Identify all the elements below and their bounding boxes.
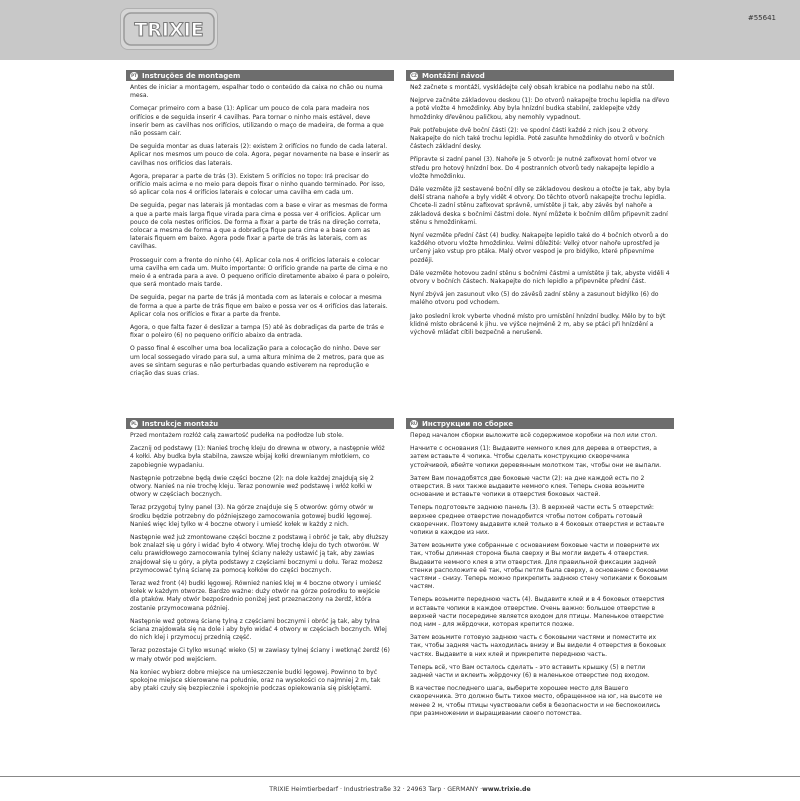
paragraph: Przed montażem rozłóż całą zawartość pudełka na podłodze lub stole.	[130, 432, 344, 439]
paragraph: Nejprve začněte základovou deskou (1): Do otvorů nakapejte trochu lepidla na dřevo a poté vložte 4 hmoždinky. Aby byla hnízdní budka stabilní, zaklepejte vždy hmoždinky dřevěnou paličkou, aby nemohly vypadnout.	[410, 97, 670, 121]
section-body-cz	[406, 81, 674, 337]
paragraph: Dále vezměte hotovou zadní stěnu s bočními částmi a umístěte ji tak, abyste viděli 4 otvory v bočních částech. Nakapejte do nich lepidlo a připevněte přední část.	[410, 269, 670, 286]
flag-ru-icon: RU	[410, 420, 418, 426]
paragraph: Теперь возьмите переднюю часть (4). Выдавите клей и в 4 боковых отверстия и вставьте чопики в каждое отверстие. Очень важно: большое отверстие в верхней части посередине является входом для птицы. Маленькое отверстие под ним - для жёрдочки, которая крепится позже.	[410, 596, 665, 629]
paragraph: Připravte si zadní panel (3). Nahoře je 5 otvorů: Je nutné zafixovat horní otvor ve středu pro hotový hnízdní box. Do 4 postranních otvorů tedy nakapejte lepidlo a vložte hmoždinku.	[410, 156, 657, 180]
paragraph: Перед началом сборки выложите всё содержимое коробки на пол или стол.	[410, 432, 658, 439]
paragraph: Теперь подготовьте заднюю панель (3). В верхней части есть 5 отверстий: верхнее среднее отверстие понадобится чтобы потом собрать готовый скворечник. Поэтому выдавите клей только в 4 боковых отверстия и вставьте чопики в каждое из них.	[410, 504, 665, 537]
section-title: Instrukcje montażu	[142, 419, 219, 428]
paragraph: Następnie weź gotową ścianę tylną z częściami bocznymi i obróć ją tak, aby tylna ściana znajdowała się na dole i aby było widać 4 otwory w częściach bocznych. Wlej do nich klej i przymocuj przednią część.	[130, 617, 387, 642]
paragraph: Agora, o que falta fazer é deslizar a tampa (5) até às dobradiças da parte de trás e fixar o poleiro (6) no pequeno orifício abaixo da entrada.	[130, 324, 384, 340]
paragraph: Antes de iniciar a montagem, espalhar todo o conteúdo da caixa no chão ou numa mesa.	[130, 84, 383, 100]
section-title: Instruções de montagem	[142, 71, 241, 80]
paragraph: В качестве последнего шага, выберите хорошее место для Вашего скворечника. Это должно быть тихое место, обращенное на юг, на высоте не менее 2 м, чтобы птицы чувствовали себя в безопасности и не беспокоились при размножении и выращивании своего потомства.	[410, 685, 663, 717]
paragraph: Na koniec wybierz dobre miejsce na umieszczenie budki lęgowej. Powinno to być spokojne miejsce skierowane na południe, oraz na wysokości co najmniej 2 m, tak aby ptaki czuły się bezpiecznie i spokojnie podczas opiekowania się pisklętami.	[130, 668, 381, 693]
section-header-cz	[406, 70, 674, 81]
paragraph: Prosseguir com a frente do ninho (4). Aplicar cola nos 4 orifícios laterais e colocar uma cavilha em cada um. Muito importante: O orifício grande na parte de cima e no meio é a entrada para a ave. O pequeno orifício diretamente abaixo é para o poleiro, que será montado mais tarde.	[130, 256, 390, 289]
paragraph: Zacznij od podstawy (1): Nanieś trochę kleju do drewna w otwory, a następnie włóż 4 kołki. Aby budka była stabilna, zawsze wbijaj kołki drewnianym młotkiem, co zapobiegnie wypadaniu.	[130, 445, 385, 469]
paragraph: Než začnete s montáží, vyskládejte celý obsah krabice na podlahu nebo na stůl.	[410, 84, 655, 91]
section-title: Montážní návod	[422, 71, 485, 80]
footer-url-link[interactable]: www.trixie.de	[482, 785, 531, 793]
paragraph: Pak potřebujete dvě boční části (2): ve spodní části každé z nich jsou 2 otvory. Nakapejte do nich také trochu lepidla. Poté zasuňte hmoždinky do otvorů v bočních částech základní desky.	[410, 126, 665, 151]
footer	[0, 776, 800, 801]
paragraph: O passo final é escolher uma boa localização para a colocação do ninho. Deve ser um local sossegado virado para sul, a uma altura mínima de 2 metros, para que as aves se sintam seguras e não perturbadas quando estiverem na reprodução e criação das suas crias.	[130, 345, 384, 378]
flag-pl-icon: PL	[131, 420, 137, 426]
section-body-pl	[126, 429, 394, 693]
flag-cz-icon: CZ	[411, 72, 417, 78]
flag-pt-icon: PT	[131, 72, 137, 78]
paragraph: Następnie potrzebne będą dwie części boczne (2): na dole każdej znajdują się 2 otwory. Nanieś na nie trochę kleju. Teraz ponownie weź podstawę i włóż kołki w otwory w częściach bocznych.	[130, 474, 374, 499]
section-header-pl	[126, 418, 394, 429]
paragraph: Nyní vezměte přední část (4) budky. Nakapejte lepidlo také do 4 bočních otvorů a do každého otvoru vložte hmoždinku. Velmi důležité: Velký otvor nahoře uprostřed je určený jako vstup pro ptáka. Malý otvor vespod je pro bidýlko, které připevníme později.	[410, 232, 669, 264]
paragraph: Dále vezměte již sestavené boční díly se základovou deskou a otočte je tak, aby byla delší strana nahoře a byly vidět 4 otvory. Do těchto otvorů nakapejte trochu lepidla. Chcete-li zadní stěnu zafixovat správně, umístěte ji tak, aby závěs byl nahoře a základová deska s bočními částmi dole. Nyní můžete k bočním dílům připevnit zadní stěnu s hmoždinkami.	[410, 186, 671, 226]
paragraph: Затем возьмите уже собранные с основанием боковые части и поверните их так, чтобы длинная сторона была сверху и Вы могли видеть 4 отверстия. Выдавите немного клея в эти отверстия. Для правильной фиксации задней стенки расположите её так, чтобы петля была сверху, а основание с боковыми частями - снизу. Теперь можно прикрепить заднюю стену чопиками к боковым частям.	[410, 542, 668, 591]
section-header-ru	[406, 418, 674, 429]
article-number: #55641	[747, 14, 776, 22]
paragraph: Começar primeiro com a base (1): Aplicar um pouco de cola para madeira nos orifícios e de seguida inserir 4 cavilhas. Para tornar o ninho mais estável, deve inserir bem as cavilhas nos orifícios, utilizando o maço de madeira, de forma a que não possam cair.	[130, 105, 384, 138]
section-cz	[406, 70, 674, 405]
section-pt	[126, 70, 394, 405]
paragraph: De seguida montar as duas laterais (2): existem 2 orifícios no fundo de cada lateral. Aplicar nos mesmos um pouco de cola. Agora, pegar novamente na base e inserir as cavilhas nos orifícios das laterais.	[130, 143, 390, 167]
paragraph: Nyní zbývá jen zasunout víko (5) do závěsů zadní stěny a zasunout bidýlko (6) do malého otvoru pod vchodem.	[410, 291, 659, 307]
paragraph: De seguida, pegar nas laterais já montadas com a base e virar as mesmas de forma a que a parte mais larga fique virada para cima e possa ver 4 orifícios. Aplicar um pouco de cola nestes orifícios. De forma a fixar a parte de trás na direção correta, colocar a mesma de forma a que a dobradiça fique para cima e a base com as laterais fiquem em baixo. Agora pode fixar a parte de trás às laterais, com as cavilhas.	[130, 202, 388, 251]
paragraph: De seguida, pegar na parte de trás já montada com as laterais e colocar a mesma de forma a que a parte de trás fique em baixo e possa ver os 4 orifícios das laterais. Aplicar cola nos orifícios e fixar a parte da frente.	[130, 294, 388, 318]
section-title: Инструкции по сборке	[422, 419, 514, 428]
paragraph: Jako poslední krok vyberte vhodné místo pro umístění hnízdní budky. Mělo by to být klidné místo obrácené k jihu. ve výšce nejméně 2 m, aby se ptáci při hnízdění a výchově mláďat cítili bezpečně a nerušeně.	[410, 312, 666, 337]
footer-company: TRIXIE Heimtierbedarf · Industriestraße 32 · 24963 Tarp · GERMANY ·	[269, 785, 483, 793]
paragraph: Начните с основания (1): Выдавите немного клея для дерева в отверстия, а затем вставьте 4 чопика. Чтобы сделать конструкцию скворечника устойчивой, вбейте чопики деревянным молотком так, чтобы они не выпали.	[410, 445, 662, 469]
paragraph: Agora, preparar a parte de trás (3). Existem 5 orifícios no topo: Irá precisar do orifício mais acima e no meio para depois fixar o ninho quando terminado. Por isso, só aplicar cola nos 4 orifícios laterais e colocar uma cavilha em cada um.	[130, 172, 385, 197]
section-pl	[126, 418, 394, 773]
section-ru	[406, 418, 674, 773]
trixie-logo	[120, 8, 218, 50]
paragraph: Następnie weź już zmontowane części boczne z podstawą i obróć je tak, aby dłuższy bok znalazł się u góry i widać było 4 otwory. Wlej trochę kleju do tych otworów. W celu prawidłowego zamocowania tylnej ściany należy ustawić ją tak, aby zawias znajdował się u góry, a płyta podstawy z częściami bocznymi u dołu. Teraz możesz przymocować tylną ścianę za pomocą kołków do części bocznych.	[130, 534, 389, 574]
paragraph: Teraz pozostaje Ci tylko wsunąć wieko (5) w zawiasy tylnej ściany i wetknąć żerdź (6) w mały otwór pod wejściem.	[130, 647, 390, 663]
paragraph: Teraz weź front (4) budki lęgowej. Również nanieś klej w 4 boczne otwory i umieść kołek w każdym otworze. Bardzo ważne: duży otwór na górze pośrodku to wejście dla ptaków. Mały otwór bezpośrednio poniżej jest przeznaczony na żerdź, która zostanie przymocowana później.	[130, 580, 382, 612]
section-header-pt	[126, 70, 394, 81]
paragraph: Teraz przygotuj tylny panel (3). Na górze znajduje się 5 otworów: górny otwór w środku będzie potrzebny do późniejszego zamocowania gotowej budki lęgowej. Nanieś więc klej tylko w 4 boczne otwory i umieść kołek w każdy z nich.	[130, 504, 374, 528]
paragraph: Затем Вам понадобятся две боковые части (2): на дне каждой есть по 2 отверстия. В них также выдавите немного клея. Теперь снова возьмите основание и вставьте чопики в отверстия боковых частей.	[410, 474, 645, 499]
paragraph: Теперь всё, что Вам осталось сделать - это вставить крышку (5) в петли задней части и вклеить жёрдочку (6) в маленькое отверстие под входом.	[410, 663, 650, 680]
svg-text:TRIXIE: TRIXIE	[134, 19, 204, 41]
section-body-ru	[406, 429, 674, 718]
header-bar	[0, 0, 800, 60]
paragraph: Затем возьмите готовую заднюю часть с боковыми частями и поместите их так, чтобы задняя часть находилась внизу и Вы видели 4 отверстия в боковых частях. Выдавите в них клей и прикрепите переднюю часть.	[410, 634, 666, 658]
section-body-pt	[126, 81, 394, 378]
